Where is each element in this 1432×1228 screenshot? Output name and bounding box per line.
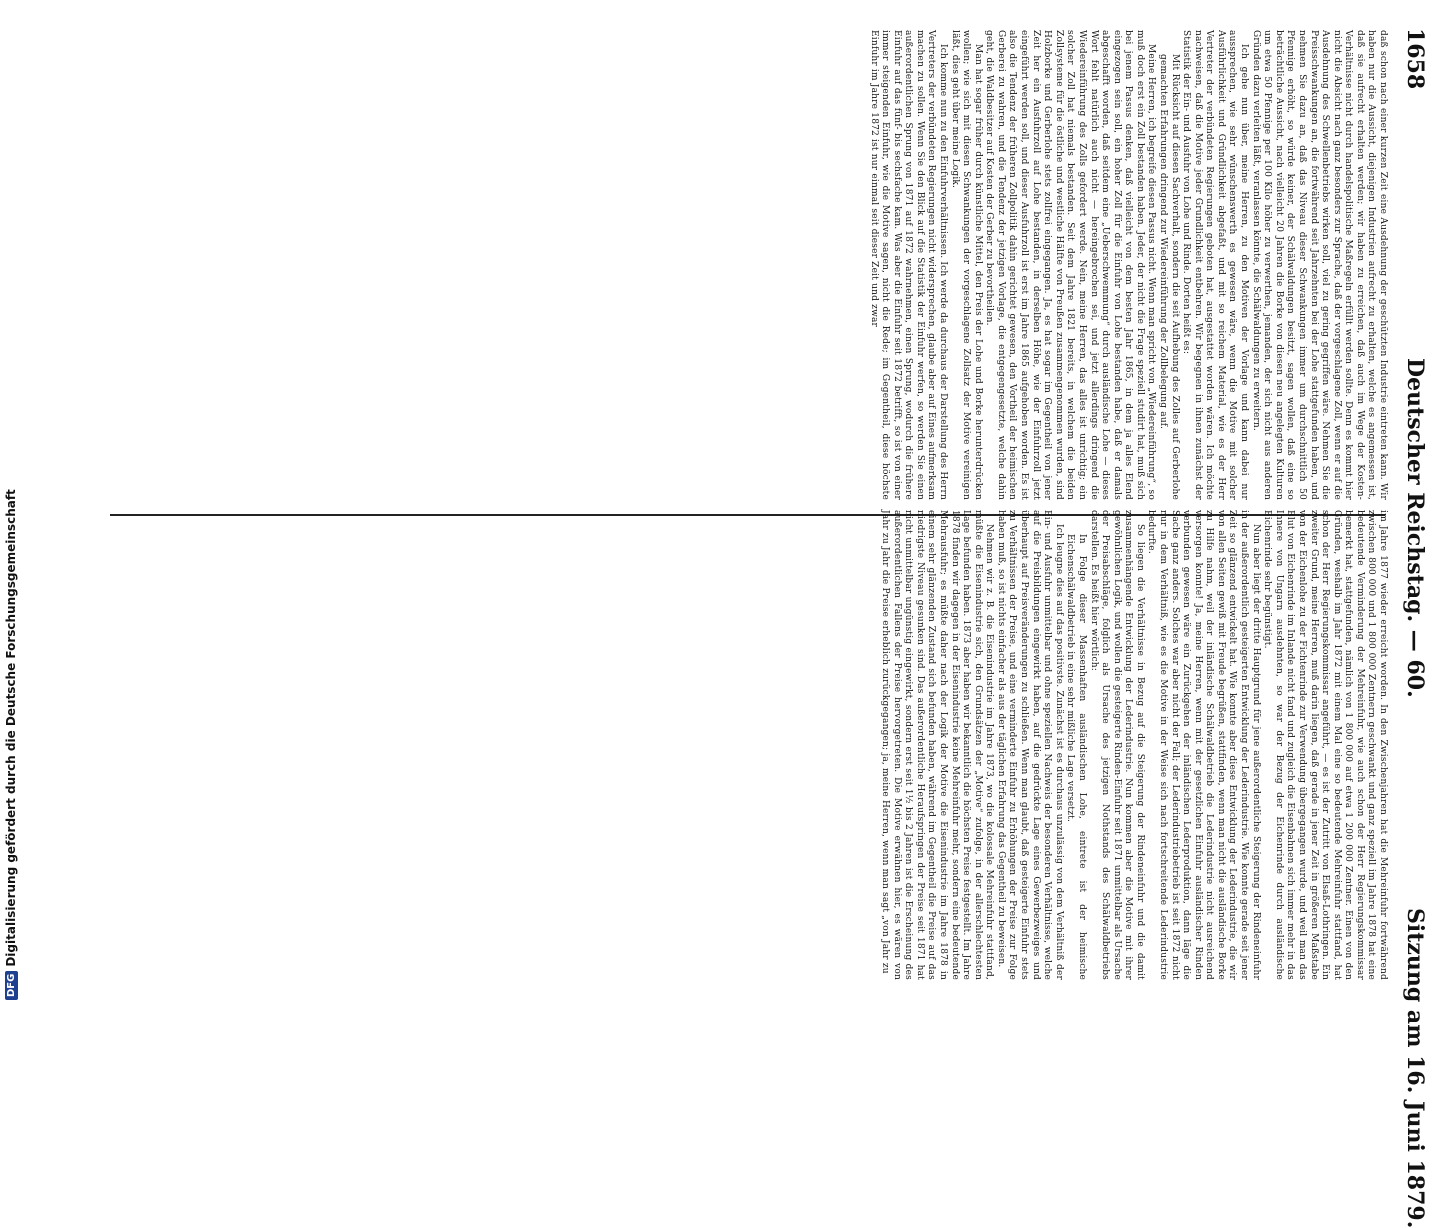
paragraph: Nehmen wir z. B. die Eisenindustrie im Jahre 1873, wo die kolossale Mehreinfuhr stattfand, müßte die Eisenindustrie sich, den Grundsätzen der „Motive“ zufolge, in der allerschlechtesten Lage befunden haben. 1873 aber haben wir bekanntlich die höchsten Preise festgestellt. Im Jahre 1878 finden wir dagegen in der Eisenindustrie keine Mehreinfuhr mehr, sondern eine bedeutende Mehrausfuhr; es müßte daher nach der Logik der Motive die Eisenindustrie im Jahre 1878 in einem sehr glänzenden Zustand sich befunden haben, während im Gegentheil die Preise auf das niedrigste Niveau gesunken sind. Das außerordentliche Heraufspringen der Preise seit 1871 hat nicht unmittelbar ungünstig eingewirkt, sondern erst seit 1½ bis 2 Jahren ist die Erscheinung des außerordentlichen Fallens der Preise hervorgetreten. Die Motive erwähnen hier, es wären von Jahr zu Jahr die Preise erheblich zurückgegangen; ja, meine Herren, wenn man sagt „von Jahr zu [880,510,995,980]
text-column-first [868,30,1388,500]
paragraph: im Jahre 1877 wieder erreicht worden. In den Zwischenjahren hat die Mehreinfuhr fortwährend zwischen 800 000 und 1 800 000 Zentnern geschwankt und ganz speziell im Jahre 1878 hat eine bedeutende Verminderung der Mehreinfuhr, wie auch schon der Herr Regierungskommissar bemerkt hat, stattgefunden, nämlich von 1 800 000 auf etwa 1 200 000 Zentner. Einen von den Gründen, weshalb im Jahr 1872 mit einem Mal eine so bedeutende Mehreinfuhr stattfand, hat schon der Herr Regierungskommissar angeführt, — es ist der Zutritt von Elsaß-Lothringen. Ein zweiter Grund, meine Herren, muß darin liegen, daß gerade in jener Zeit in größeren Maßstabe von der Eichenlohe zu der Fichtenrinde zur Verwendung übergegangen wurde, und weil man das Blut von Eichenrinde im Inlande nicht fand und zugleich die Eisenbahnen sich immer mehr in das Innere von Ungarn ausdehnten, so war der Bezug der Eichenrinde durch ausländische Eichenrinde sehr begünstigt. [1262,510,1388,980]
paragraph: Man hat sogar früher durch künstliche Mittel, den Preis der Lohe und Borke herunterdrücken wollen; wie sich mit diesen Schwankungen der vorgeschlagene Zollsatz der Motive vereinigen läßt, dies geht über meine Logik. [949,30,983,500]
paragraph: Ich komme nun zu den Einfuhrverhältnissen. Ich werde da durchaus der Darstellung des Herrn Vertreters der verbündeten Regierungen nicht widersprechen, glaube aber auf Eines aufmerksam machen zu sollen. Wenn Sie den Blick auf die Statistik der Einfuhr werfen, so werden Sie einen außerordentlichen Sprung von 1871 auf 1872 wahrnehmen, einen Sprung, wodurch die frühere Einfuhr auf das fünf- bis sechsfache kam. Was aber die Einfuhr seit 1872 betrifft, so ist von einer immer steigenden Einfuhr, wie die Motive sagen, nicht die Rede; im Gegentheil, diese höchste Einfuhr im Jahre 1872 ist nur einmal seit dieser Zeit und zwar [868,30,949,500]
paragraph: So liegen die Verhältnisse in Bezug auf die Steigerung der Rindeneinfuhr und die damit zusammenhängende Entwicklung der Lederindustrie. Nun kommen aber die Motive mit ihrer gewöhnlichen Logik, und wollen die gesteigerte Rinden-Einfuhr seit 1871 unmittelbar als Ursache der Preisabschläge, folglich als Ursache des jetzigen Nothstands des Schälwaldbetriebs darstellen. Es heißt hier wörtlich: [1088,510,1145,980]
session-date: Sitzung am 16. Juni 1879. [1402,908,1428,1228]
page-header [1388,28,1428,1228]
quoted-passage: In Folge dieser Massenhaften ausländischen Lohe, eintrete ist der heimische Eichenschälwaldbetrieb in eine sehr mißliche Lage versetzt. [1065,534,1087,980]
text-column-second [880,510,1388,980]
publication-title: Deutscher Reichstag. — 60. [1402,358,1428,698]
quoted-passage: Mit Rücksicht auf diesen Sachverhalt, sondern die seit Aufhebung des Zolles auf Gerberlohe gemachten Erfahrungen dringend zur Wiedereinführung der Zollbelegung auf. [1158,54,1180,500]
paragraph: Meine Herren, ich begreife diesen Passus nicht. Wenn man spricht von „Wiedereinführung“, so muß doch erst ein Zoll bestanden haben. Jeder, der nicht die Frage speziell studirt hat, muß sich bei jenem Passus denken, daß vielleicht von dem besten Jahr 1865, in dem ja alles Elend eingezogen sein soll, ein hoher Zoll für die Einfuhr von Lohe bestanden habe, daß er damals abgeschafft worden, daß seitdem eine „Ueberschwemmung“ durch ausländische Lohe — dieses Wort fehlt natürlich auch nicht — hereingebrochen sei, und jetzt allerdings dringend die Wiedereinführung des Zolls gefordert werde. Nein, meine Herren, das alles ist unrichtig; ein solcher Zoll hat niemals bestanden. Seit dem Jahre 1821 bereits, in welchem die beiden Zollsysteme für die östliche und westliche Hälfte von Preußen zusammengenommen wurden, sind Holzborke und Gerberlohe stets zollfrei eingegangen. Ja, es hat sogar im Gegentheil von jener Zeit her ein Ausfuhrzoll auf Lohe bestanden, in derselben Höhe, wie der Einfuhrzoll jetzt eingeführt werden soll, und dieser Ausfuhrzoll ist erst im Jahre 1865 aufgehoben worden. Es ist also die Tendenz der früheren Zollpolitik dahin gerichtet gewesen, den Vortheil der heimischen Gerberei zu wahren, und die Tendenz der jetzigen Vorlage, die entgegengesetzte, welche dahin geht, die Waldbesitzer auf Kosten der Gerber zu bevortheilen. [984,30,1157,500]
digitization-credit [4,0,18,1000]
credit-text: Digitalisierung gefördert durch die Deutsche Forschungsgemeinschaft [4,489,18,967]
paragraph: Ich gehe nun über, meine Herren, zu den Motiven der Vorlage und kann dabei nur aussprechen, wie sehr wünschenswerth es gewesen wäre, wenn die Motive mit solcher Ausführlichkeit und Gründlichkeit abgefaßt, und mit so reichem Material, wie es der Herr Vertreter der verbündeten Regierungen geboten hat, ausgestattet worden wären. Ich möchte nachweisen, daß die Motive jeder Grundlichkeit entbehren. Wir begegnen in ihnen zunächst der Statistik der Ein- und Ausfuhr von Lohe und Rinde. Dorten heißt es: [1181,30,1250,500]
paragraph: Ich leugne dies auf das positivste. Zunächst ist es durchaus unzulässig von dem Verhältniß der Ein- und Ausfuhr unmittelbar und ohne speziellen Nachweis der besonderen Verhältnisse, welche auf die Preisbildungen eingewirkt haben, auf die gedrückte Lage eines Gewerbezweiges und überhaupt auf Preisveränderungen zu schließen. Wenn man glaubt, daß gesteigerte Einfuhr stets zu Verhältnissen der Preise, und eine verminderte Einfuhr zu Erhöhungen der Preise zur Folge haben muß, so ist nichts einfacher als aus der täglichen Erfahrung das Gegentheil zu beweisen. [995,510,1064,980]
page-number: 1658 [1402,28,1428,90]
paragraph: Nun aber liegt der dritte Hauptgrund für jene außerordentliche Steigerung der Rindeneinfuhr in der außerordentlich gesteigerten Entwicklung der Lederindustrie. Wie konnte gerade seit jener Zeit so glänzend entwickelt hat. Wie konnte aber diese Entwicklung der Lederindustrie, die wir von allen Seiten gewiß mit Freude begrüßen, stattfinden, wenn man nicht die ausländische Borke zu Hilfe nahm, weil der inländische Schälwaldbetrieb die Lederindustrie nicht ausreichend versorgen konnte! Ja, meine Herren, wenn mit der gesetzlichen Einfuhr ausländischer Rinden verbunden gewesen wäre ein Zurückgehen der inländischen Lederproduktion, dann läge die Sache ganz anders. Solches war aber nicht der Fall; der Lederindustriebetrieb ist seit 1872 nicht nur in dem Verhältniß, wie es die Motive in der Weise sich nach fortschreitende Lederindustrie bedurfte. [1146,510,1261,980]
dfg-logo-icon: DFG [5,971,18,1000]
paragraph: daß schon nach einer kurzen Zeit eine Ausdehnung der geschützten Industrie eintreten kann. Wir haben nur die Aussicht, diejenigen Industrien aufrecht zu erhalten, welche es angemessen ist, daß sie aufrecht erhalten werden; wir haben zu erreichen, daß auch im Wege der Kosten-Verhältnisse nicht durch handelspolitische Maßregeln erfüllt werden sollte. Denn es kommt hier nicht die Absicht nach ganz besonders zur Sprache, daß der vorgeschlagene Zoll, wenn er auf die Ausdehnung des Schwellenbetriebs wirken soll, viel zu gering gegriffen wäre. Nehmen Sie die Preisschwankungen an, die fortwährend seit Jahrzehnten bei der Lohe stattgefunden haben, und nehmen Sie dazu an, daß das Niveau dieser Schwankungen immer um durchschnittlich 50 Pfennige erhöht, so würde keiner, der Schälwaldungen besitzt, sagen wollen, daß eine so beträchtliche Aussicht, nach vielleicht 20 Jahren die Borke von diesen neu angelegten Kulturen um etwa 50 Pfennige per 100 Kilo höher zu verwerthen, jemanden, der sich nicht aus anderen Gründen dazu verleiten läßt, veranlassen könnte, die Schälwaldungen zu erweitern. [1250,30,1388,500]
